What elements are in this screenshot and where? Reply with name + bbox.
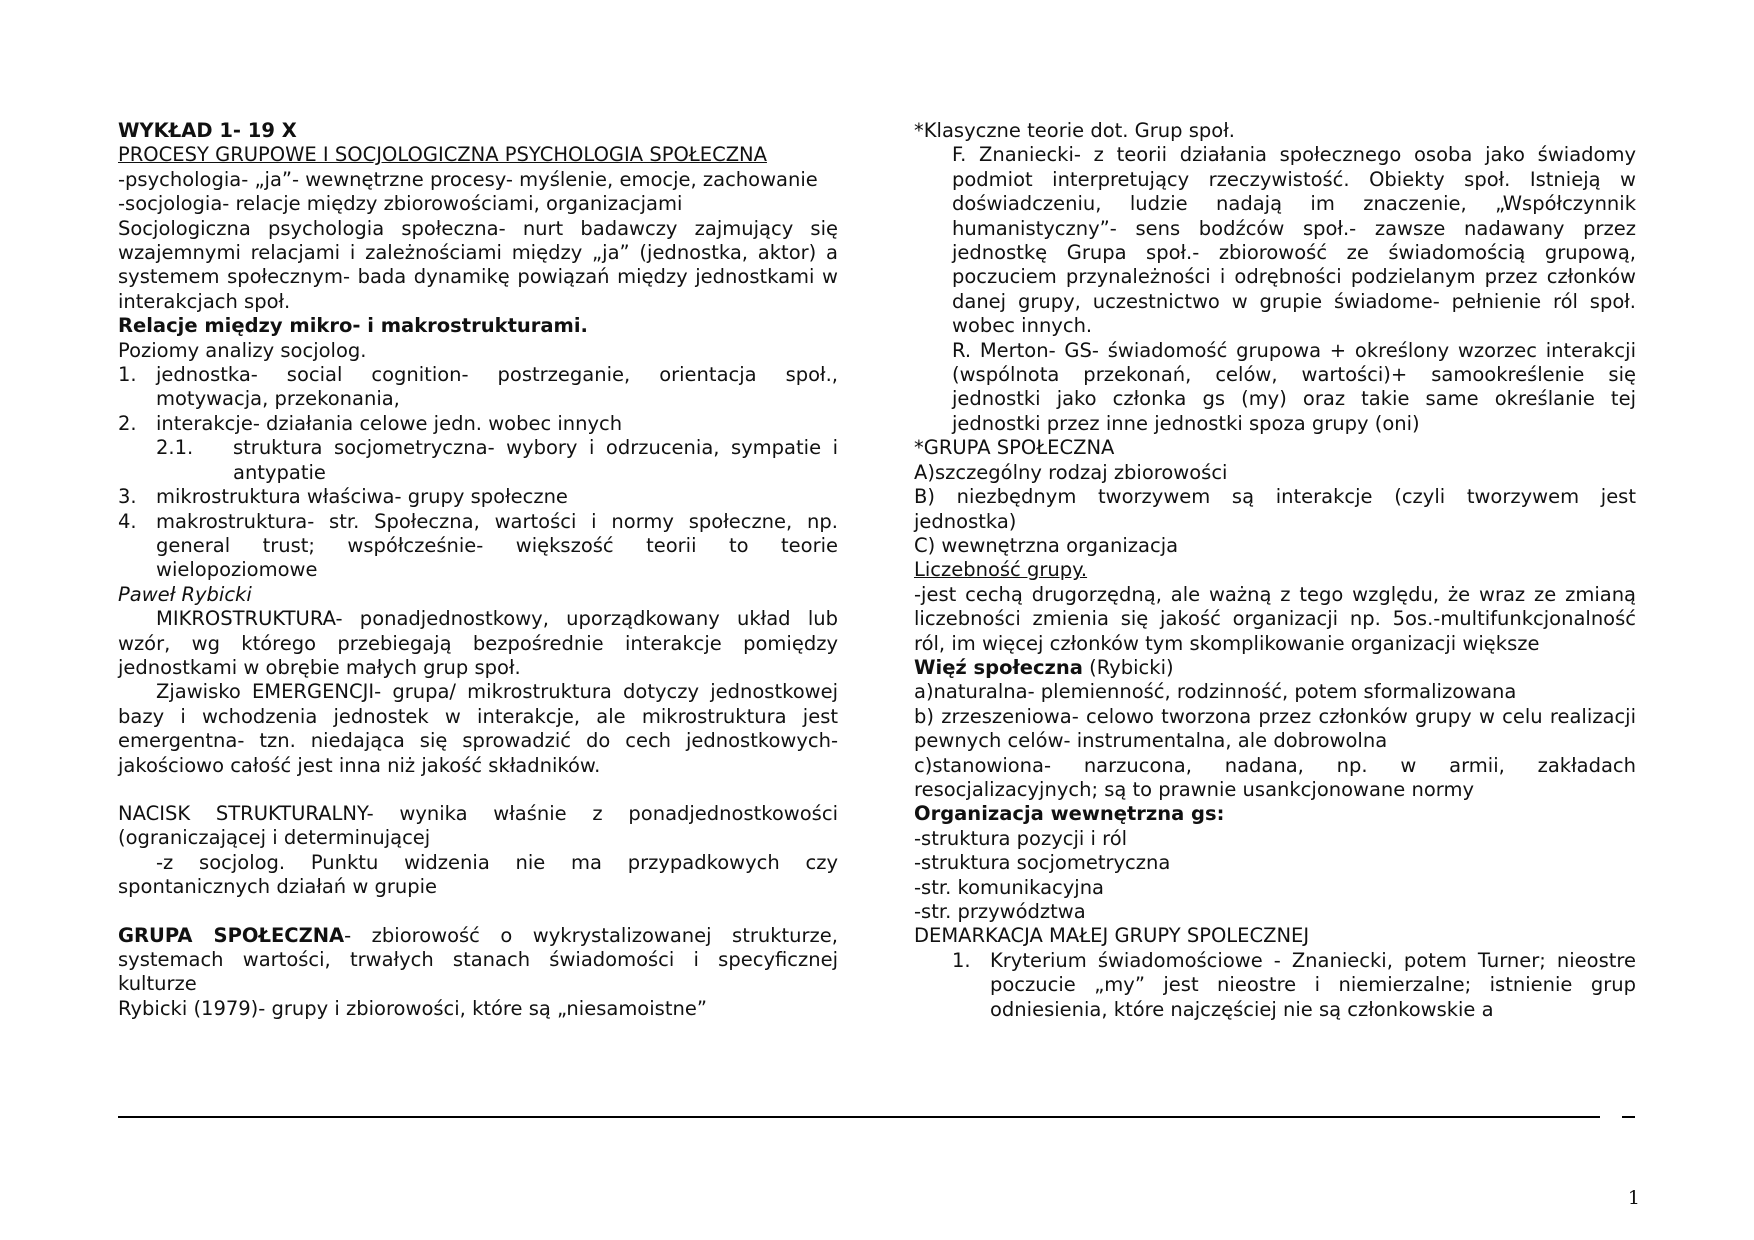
paragraph: R. Merton- GS- świadomość grupowa + określony wzorzec interakcji (wspólnota przekonań, celów, wartości)+ samookreślenie się jednostki jako członka gs (my) oraz takie same określanie tej jednostki przez inne jednostki spoza grupy (oni) — [952, 338, 1636, 435]
paragraph: DEMARKACJA MAŁEJ GRUPY SPOLECZNEJ — [914, 924, 1310, 948]
paragraph: -psychologia- „ja”- wewnętrzne procesy- myślenie, emocje, zachowanie — [118, 167, 818, 191]
list-item — [118, 510, 838, 583]
paragraph: -str. komunikacyjna — [914, 875, 1105, 899]
paragraph: a)naturalna- plemienność, rodzinność, potem sformalizowana — [914, 680, 1517, 704]
list-item-text: jednostka- social cognition- postrzeganie, orientacja społ., motywacja, przekonania, — [156, 363, 838, 411]
paragraph: B) niezbędnym tworzywem są interakcje (czyli tworzywem jest jednostka) — [914, 485, 1636, 533]
paragraph: *Klasyczne teorie dot. Grup społ. — [914, 119, 1235, 142]
section-heading: Organizacja wewnętrzna gs: — [914, 802, 1225, 826]
term-bold: GRUPA SPOŁECZNA — [118, 923, 345, 947]
paragraph: c)stanowiona- narzucona, nadana, np. w armii, zakładach resocjalizacyjnych; są to prawnie usankcjonowane normy — [914, 753, 1636, 801]
list-number: 2. — [118, 411, 137, 435]
numbered-list — [118, 363, 838, 436]
paragraph: MIKROSTRUKTURA- ponadjednostkowy, uporządkowany układ lub wzór, wg którego przebiegają bezpośrednie interakcje pomiędzy jednostkami w obrębie małych grup społ. — [118, 607, 838, 679]
list-number: 2.1. — [156, 436, 194, 460]
list-item — [118, 412, 838, 436]
footer-dash — [1622, 1116, 1635, 1118]
term-definition: - zbiorowość o wykrystalizowanej strukturze, systemach wartości, trwałych stanach świadomości i specyficznej kulturze — [118, 923, 838, 996]
list-item-text: struktura socjometryczna- wybory i odrzucenia, sympatie i antypatie — [233, 436, 838, 484]
paragraph: C) wewnętrzna organizacja — [914, 533, 1179, 557]
section-heading: Liczebność grupy. — [914, 558, 1088, 582]
paragraph: -struktura socjometryczna — [914, 851, 1171, 875]
lecture-subtitle: PROCESY GRUPOWE I SOCJOLOGICZNA PSYCHOLOGIA SPOŁECZNA — [118, 143, 767, 167]
paragraph: *GRUPA SPOŁECZNA — [914, 436, 1115, 460]
spacer — [118, 900, 838, 924]
list-number: 3. — [118, 485, 137, 509]
paragraph: Poziomy analizy socjolog. — [118, 338, 367, 362]
term-bold: Więź społeczna — [914, 655, 1083, 679]
list-item-text: makrostruktura- str. Społeczna, wartości i normy społeczne, np. general trust; współcześnie- większość teorii to teorie wielopoziomowe — [156, 509, 838, 582]
paragraph: b) zrzeszeniowa- celowo tworzona przez członków grupy w celu realizacji pewnych celów- instrumentalna, ale dobrowolna — [914, 704, 1636, 753]
page-number: 1 — [1627, 1187, 1640, 1209]
list-item — [118, 485, 838, 509]
paragraph: -struktura pozycji i ról — [914, 826, 1128, 850]
lecture-title: WYKŁAD 1- 19 X — [118, 119, 297, 142]
paragraph: Rybicki (1979)- grupy i zbiorowości, które są „niesamoistne” — [118, 996, 707, 1020]
paragraph: A)szczególny rodzaj zbiorowości — [914, 460, 1228, 484]
paragraph: F. Znaniecki- z teorii działania społecznego osoba jako świadomy podmiot interpretujący rzeczywistość. Obiekty społ. Istnieją w doświadczeniu, ludzie nadają im znaczenie, „Współczynnik humanistyczny”- sens bodźców społ.- zawsze nadawany przez jednostkę Grupa społ.- zbiorowość ze świadomością grupową, poczuciem przynależności i odrębności podzielanym przez członków danej grupy, uczestnictwo w grupie świadome- pełnienie ról społ. wobec innych. — [952, 143, 1636, 338]
list-item — [118, 363, 838, 412]
list-number: 1. — [118, 363, 137, 387]
term-note: (Rybicki) — [1082, 655, 1174, 679]
numbered-list — [914, 949, 1636, 1022]
footer-rule — [118, 1116, 1600, 1118]
paragraph: Socjologiczna psychologia społeczna- nurt badawczy zajmujący się wzajemnymi relacjami i zależnościami między „ja” (jednostka, aktor) a systemem społecznym- bada dynamikę powiązań między jednostkami w interakcjach społ. — [118, 216, 838, 313]
left-column — [118, 119, 838, 1021]
spacer — [118, 778, 838, 802]
author-name: Paweł Rybicki — [118, 582, 252, 606]
list-number: 4. — [118, 509, 137, 533]
right-column — [914, 119, 1636, 1022]
section-heading: Relacje między mikro- i makrostrukturami. — [118, 314, 588, 338]
paragraph: -socjologia- relacje między zbiorowościami, organizacjami — [118, 192, 683, 216]
paragraph: -z socjolog. Punktu widzenia nie ma przypadkowych czy spontanicznych działań w grupie — [118, 850, 838, 899]
list-item — [914, 949, 1636, 1022]
paragraph: -str. przywództwa — [914, 900, 1086, 923]
sub-list-item — [118, 436, 838, 485]
list-number: 1. — [952, 948, 971, 972]
paragraph: NACISK STRUKTURALNY- wynika właśnie z ponadjednostkowości (ograniczającej i determinującej — [118, 801, 838, 850]
paragraph — [914, 656, 1636, 680]
paragraph — [118, 924, 838, 997]
numbered-list — [118, 485, 838, 583]
paragraph: -jest cechą drugorzędną, ale ważną z tego względu, że wraz ze zmianą liczebności zmienia się jakość organizacji np. 5os.-multifunkcjonalność ról, im więcej członków tym skomplikowanie organizacji większe — [914, 582, 1636, 655]
list-item-text: Kryterium świadomościowe - Znaniecki, potem Turner; nieostre poczucie „my” jest nieostre i niemierzalne; istnienie grup odniesienia, które najczęściej nie są członkowskie a — [990, 948, 1636, 1021]
list-item-text: interakcje- działania celowe jedn. wobec innych — [156, 411, 623, 435]
list-item-text: mikrostruktura właściwa- grupy społeczne — [156, 485, 568, 509]
paragraph: Zjawisko EMERGENCJI- grupa/ mikrostruktura dotyczy jednostkowej bazy i wchodzenia jednostek w interakcje, ale mikrostruktura jest emergentna- tzn. niedająca się sprowadzić do cech jednostkowych- jakościowo całość jest inna niż jakość składników. — [118, 680, 838, 777]
